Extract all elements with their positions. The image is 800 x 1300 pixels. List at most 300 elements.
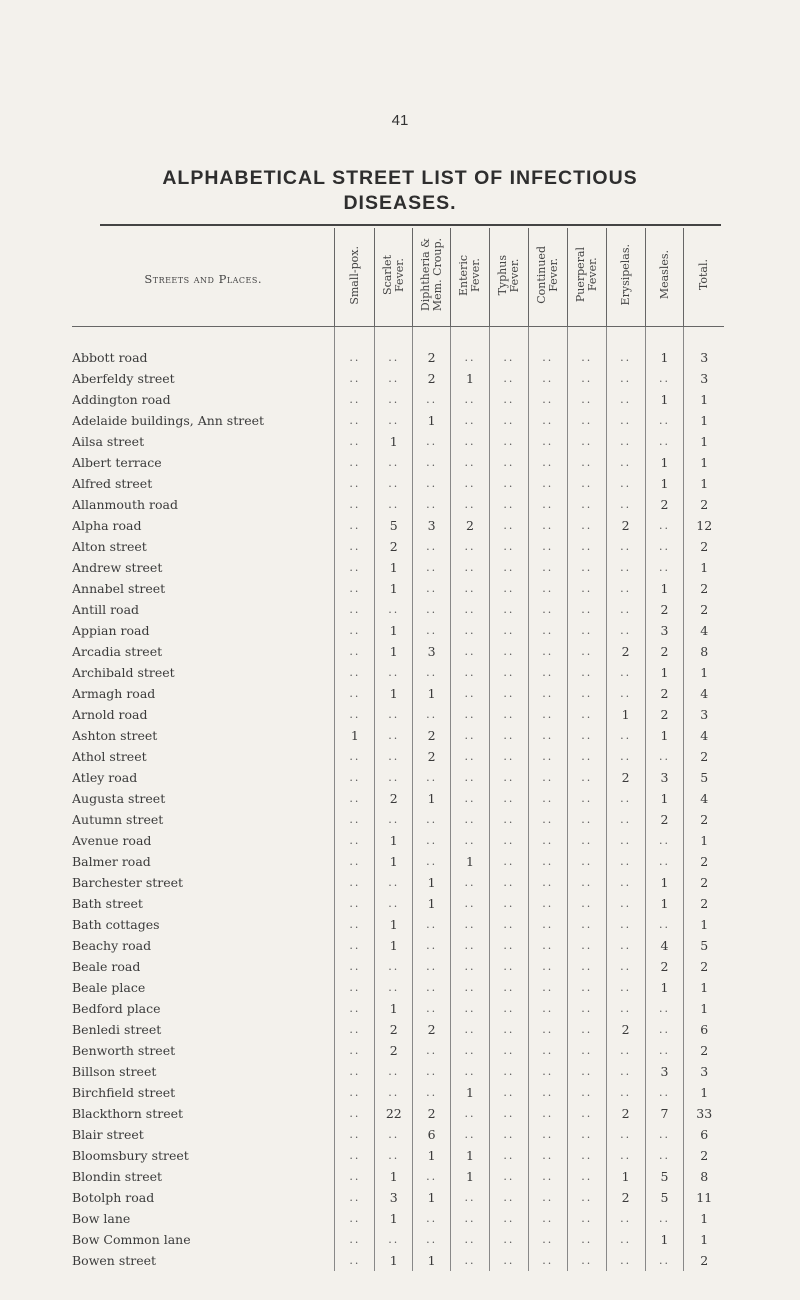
cell-erysipelas: .. (606, 410, 645, 431)
cell-puerperal: .. (567, 830, 606, 851)
cell-total: 2 (684, 872, 724, 893)
cell-total: 4 (684, 683, 724, 704)
cell-smallpox: .. (335, 977, 375, 998)
cell-measles: .. (645, 536, 684, 557)
cell-puerperal: .. (567, 1019, 606, 1040)
cell-puerperal: .. (567, 557, 606, 578)
cell-smallpox: .. (335, 1187, 375, 1208)
cell-enteric: .. (451, 956, 490, 977)
cell-measles: .. (645, 1250, 684, 1271)
cell-scarlet: .. (375, 1082, 413, 1103)
cell-total: 1 (684, 410, 724, 431)
cell-typhus: .. (489, 410, 528, 431)
cell-diphtheria: 2 (413, 725, 451, 746)
cell-scarlet: 2 (375, 1019, 413, 1040)
cell-scarlet: 1 (375, 578, 413, 599)
cell-total: 3 (684, 368, 724, 389)
cell-puerperal: .. (567, 1229, 606, 1250)
cell-erysipelas: .. (606, 327, 645, 369)
cell-enteric: .. (451, 725, 490, 746)
cell-erysipelas: .. (606, 431, 645, 452)
cell-scarlet: .. (375, 452, 413, 473)
cell-scarlet: 1 (375, 620, 413, 641)
table-row (72, 872, 724, 893)
cell-typhus: .. (489, 1166, 528, 1187)
cell-puerperal: .. (567, 389, 606, 410)
cell-measles: .. (645, 410, 684, 431)
cell-scarlet: .. (375, 473, 413, 494)
cell-erysipelas: .. (606, 557, 645, 578)
cell-measles: .. (645, 746, 684, 767)
cell-puerperal: .. (567, 1250, 606, 1271)
cell-erysipelas: .. (606, 1250, 645, 1271)
cell-erysipelas: .. (606, 935, 645, 956)
cell-street: Arnold road (72, 706, 148, 722)
cell-diphtheria: .. (413, 557, 451, 578)
cell-measles: 1 (645, 872, 684, 893)
cell-typhus: .. (489, 327, 528, 369)
cell-enteric: .. (451, 767, 490, 788)
cell-erysipelas: .. (606, 1124, 645, 1145)
cell-erysipelas: 2 (606, 1187, 645, 1208)
cell-diphtheria: .. (413, 1061, 451, 1082)
title-line-1: ALPHABETICAL STREET LIST OF INFECTIOUS (162, 167, 638, 189)
cell-continued: .. (528, 368, 567, 389)
cell-erysipelas: .. (606, 1208, 645, 1229)
cell-total: 1 (684, 389, 724, 410)
cell-enteric: .. (451, 1040, 490, 1061)
cell-measles: .. (645, 914, 684, 935)
cell-continued: .. (528, 998, 567, 1019)
cell-scarlet: .. (375, 327, 413, 369)
table-row (72, 1061, 724, 1082)
cell-erysipelas: .. (606, 599, 645, 620)
cell-continued: .. (528, 1208, 567, 1229)
cell-street: Alton street (72, 538, 147, 554)
cell-erysipelas: .. (606, 1082, 645, 1103)
cell-diphtheria: .. (413, 1166, 451, 1187)
cell-erysipelas: .. (606, 452, 645, 473)
cell-total: 5 (684, 767, 724, 788)
cell-puerperal: .. (567, 704, 606, 725)
cell-smallpox: .. (335, 578, 375, 599)
cell-continued: .. (528, 662, 567, 683)
cell-puerperal: .. (567, 536, 606, 557)
cell-total: 2 (684, 851, 724, 872)
cell-continued: .. (528, 389, 567, 410)
cell-measles: 7 (645, 1103, 684, 1124)
cell-measles: 4 (645, 935, 684, 956)
cell-street: Bath cottages (72, 916, 160, 932)
table-row (72, 431, 724, 452)
cell-street: Benledi street (72, 1021, 162, 1037)
cell-scarlet: .. (375, 704, 413, 725)
col-header-diphtheria: Diphtheria & Mem. Croup. (413, 228, 451, 327)
cell-diphtheria: .. (413, 578, 451, 599)
cell-diphtheria: .. (413, 1208, 451, 1229)
cell-continued: .. (528, 641, 567, 662)
cell-street: Andrew street (72, 559, 163, 575)
cell-total: 3 (684, 1061, 724, 1082)
table-row (72, 851, 724, 872)
cell-erysipelas: .. (606, 662, 645, 683)
cell-smallpox: .. (335, 641, 375, 662)
cell-smallpox: .. (335, 956, 375, 977)
table-row (72, 1124, 724, 1145)
cell-continued: .. (528, 620, 567, 641)
page-number: 41 (391, 112, 409, 129)
cell-enteric: .. (451, 977, 490, 998)
cell-total: 2 (684, 599, 724, 620)
cell-street: Alpha road (72, 517, 142, 533)
cell-enteric: .. (451, 788, 490, 809)
cell-continued: .. (528, 683, 567, 704)
col-header-continued: Continued Fever. (528, 228, 567, 327)
cell-scarlet: 1 (375, 935, 413, 956)
cell-measles: 5 (645, 1187, 684, 1208)
cell-enteric: .. (451, 410, 490, 431)
table-row (72, 893, 724, 914)
cell-continued: .. (528, 1145, 567, 1166)
cell-total: 2 (684, 956, 724, 977)
cell-erysipelas: .. (606, 830, 645, 851)
cell-diphtheria: .. (413, 956, 451, 977)
table-row (72, 327, 724, 369)
cell-total: 4 (684, 620, 724, 641)
cell-puerperal: .. (567, 1187, 606, 1208)
cell-scarlet: 1 (375, 998, 413, 1019)
cell-typhus: .. (489, 935, 528, 956)
cell-smallpox: .. (335, 998, 375, 1019)
cell-total: 1 (684, 557, 724, 578)
cell-smallpox: .. (335, 410, 375, 431)
cell-scarlet: 1 (375, 641, 413, 662)
table-row (72, 452, 724, 473)
cell-erysipelas: .. (606, 725, 645, 746)
table-row (72, 1019, 724, 1040)
cell-typhus: .. (489, 788, 528, 809)
cell-erysipelas: .. (606, 578, 645, 599)
cell-street: Bath street (72, 895, 143, 911)
table-row (72, 368, 724, 389)
cell-diphtheria: .. (413, 452, 451, 473)
cell-enteric: .. (451, 872, 490, 893)
cell-typhus: .. (489, 683, 528, 704)
cell-puerperal: .. (567, 956, 606, 977)
cell-erysipelas: 2 (606, 641, 645, 662)
cell-smallpox: .. (335, 368, 375, 389)
cell-puerperal: .. (567, 410, 606, 431)
cell-street: Bow lane (72, 1210, 131, 1226)
cell-enteric: .. (451, 935, 490, 956)
table-row (72, 557, 724, 578)
cell-scarlet: .. (375, 956, 413, 977)
table-row (72, 767, 724, 788)
cell-scarlet: 1 (375, 830, 413, 851)
cell-typhus: .. (489, 1103, 528, 1124)
cell-scarlet: .. (375, 389, 413, 410)
cell-enteric: .. (451, 1061, 490, 1082)
cell-continued: .. (528, 327, 567, 369)
cell-puerperal: .. (567, 515, 606, 536)
cell-enteric: .. (451, 327, 490, 369)
cell-continued: .. (528, 704, 567, 725)
cell-smallpox: .. (335, 536, 375, 557)
cell-erysipelas: .. (606, 1040, 645, 1061)
cell-erysipelas: .. (606, 788, 645, 809)
cell-measles: .. (645, 431, 684, 452)
cell-puerperal: .. (567, 1166, 606, 1187)
cell-diphtheria: .. (413, 914, 451, 935)
cell-diphtheria: .. (413, 935, 451, 956)
cell-scarlet: .. (375, 725, 413, 746)
cell-street: Ailsa street (72, 433, 145, 449)
col-header-measles: Measles. (645, 228, 684, 327)
cell-typhus: .. (489, 536, 528, 557)
cell-puerperal: .. (567, 1082, 606, 1103)
cell-puerperal: .. (567, 431, 606, 452)
cell-enteric: .. (451, 662, 490, 683)
cell-total: 6 (684, 1124, 724, 1145)
cell-street: Barchester street (72, 874, 184, 890)
cell-continued: .. (528, 1061, 567, 1082)
cell-continued: .. (528, 1166, 567, 1187)
cell-puerperal: .. (567, 998, 606, 1019)
cell-continued: .. (528, 767, 567, 788)
cell-total: 2 (684, 809, 724, 830)
cell-enteric: .. (451, 1103, 490, 1124)
cell-enteric: .. (451, 389, 490, 410)
cell-erysipelas: .. (606, 1061, 645, 1082)
cell-total: 2 (684, 1040, 724, 1061)
cell-street: Bloomsbury street (72, 1147, 189, 1163)
cell-enteric: .. (451, 557, 490, 578)
cell-erysipelas: .. (606, 389, 645, 410)
cell-erysipelas: .. (606, 746, 645, 767)
cell-typhus: .. (489, 515, 528, 536)
cell-scarlet: .. (375, 1145, 413, 1166)
cell-scarlet: .. (375, 494, 413, 515)
cell-diphtheria: .. (413, 599, 451, 620)
table-row (72, 1145, 724, 1166)
cell-diphtheria: 3 (413, 515, 451, 536)
cell-continued: .. (528, 914, 567, 935)
table-row (72, 662, 724, 683)
table-row (72, 599, 724, 620)
cell-puerperal: .. (567, 767, 606, 788)
cell-smallpox: .. (335, 914, 375, 935)
cell-measles: .. (645, 1082, 684, 1103)
cell-erysipelas: .. (606, 683, 645, 704)
cell-diphtheria: 2 (413, 1103, 451, 1124)
cell-street: Armagh road (72, 685, 156, 701)
cell-erysipelas: 1 (606, 1166, 645, 1187)
cell-measles: 1 (645, 327, 684, 369)
cell-smallpox: .. (335, 1019, 375, 1040)
cell-street: Billson street (72, 1063, 157, 1079)
cell-diphtheria: 2 (413, 1019, 451, 1040)
cell-smallpox: .. (335, 830, 375, 851)
cell-erysipelas: .. (606, 872, 645, 893)
cell-continued: .. (528, 557, 567, 578)
cell-smallpox: 1 (335, 725, 375, 746)
cell-enteric: .. (451, 536, 490, 557)
cell-measles: .. (645, 515, 684, 536)
cell-puerperal: .. (567, 788, 606, 809)
cell-diphtheria: .. (413, 431, 451, 452)
cell-enteric: 1 (451, 1166, 490, 1187)
cell-typhus: .. (489, 851, 528, 872)
cell-puerperal: .. (567, 725, 606, 746)
table-row (72, 809, 724, 830)
cell-erysipelas: .. (606, 536, 645, 557)
cell-typhus: .. (489, 830, 528, 851)
cell-street: Bowen street (72, 1252, 157, 1268)
cell-scarlet: .. (375, 809, 413, 830)
cell-continued: .. (528, 1229, 567, 1250)
cell-diphtheria: .. (413, 389, 451, 410)
cell-smallpox: .. (335, 1145, 375, 1166)
cell-enteric: 1 (451, 1082, 490, 1103)
col-header-total: Total. (684, 228, 724, 327)
cell-street: Blackthorn street (72, 1105, 184, 1121)
cell-smallpox: .. (335, 1103, 375, 1124)
cell-total: 8 (684, 641, 724, 662)
cell-street: Beachy road (72, 937, 152, 953)
cell-measles: 3 (645, 1061, 684, 1082)
cell-street: Albert terrace (72, 454, 162, 470)
cell-smallpox: .. (335, 851, 375, 872)
cell-scarlet: 1 (375, 1208, 413, 1229)
cell-puerperal: .. (567, 935, 606, 956)
cell-typhus: .. (489, 431, 528, 452)
cell-puerperal: .. (567, 872, 606, 893)
cell-typhus: .. (489, 1208, 528, 1229)
page-title (0, 166, 800, 216)
cell-street: Athol street (72, 748, 147, 764)
cell-puerperal: .. (567, 1124, 606, 1145)
cell-street: Bedford place (72, 1000, 161, 1016)
cell-erysipelas: .. (606, 620, 645, 641)
cell-street: Abbott road (72, 349, 148, 365)
cell-typhus: .. (489, 998, 528, 1019)
cell-measles: 1 (645, 389, 684, 410)
cell-smallpox: .. (335, 809, 375, 830)
cell-typhus: .. (489, 452, 528, 473)
cell-typhus: .. (489, 620, 528, 641)
cell-puerperal: .. (567, 641, 606, 662)
cell-measles: 1 (645, 1229, 684, 1250)
cell-puerperal: .. (567, 746, 606, 767)
table-row (72, 473, 724, 494)
cell-scarlet: 22 (375, 1103, 413, 1124)
cell-typhus: .. (489, 956, 528, 977)
cell-measles: .. (645, 851, 684, 872)
table-row (72, 620, 724, 641)
cell-scarlet: 1 (375, 1250, 413, 1271)
cell-continued: .. (528, 851, 567, 872)
cell-enteric: .. (451, 1250, 490, 1271)
cell-smallpox: .. (335, 704, 375, 725)
cell-enteric: .. (451, 599, 490, 620)
cell-erysipelas: 2 (606, 767, 645, 788)
cell-puerperal: .. (567, 914, 606, 935)
cell-enteric: 1 (451, 1145, 490, 1166)
cell-street: Bow Common lane (72, 1231, 191, 1247)
cell-puerperal: .. (567, 1103, 606, 1124)
cell-continued: .. (528, 536, 567, 557)
cell-erysipelas: .. (606, 851, 645, 872)
cell-diphtheria: 2 (413, 368, 451, 389)
cell-typhus: .. (489, 599, 528, 620)
cell-typhus: .. (489, 1061, 528, 1082)
col-header-streets: Streets and Places. (72, 228, 335, 327)
cell-typhus: .. (489, 1040, 528, 1061)
cell-total: 1 (684, 914, 724, 935)
cell-continued: .. (528, 1019, 567, 1040)
cell-enteric: .. (451, 578, 490, 599)
cell-typhus: .. (489, 494, 528, 515)
cell-scarlet: .. (375, 410, 413, 431)
cell-measles: 1 (645, 662, 684, 683)
table-row (72, 956, 724, 977)
cell-typhus: .. (489, 767, 528, 788)
cell-typhus: .. (489, 473, 528, 494)
cell-typhus: .. (489, 1187, 528, 1208)
cell-scarlet: 1 (375, 431, 413, 452)
cell-typhus: .. (489, 725, 528, 746)
cell-typhus: .. (489, 746, 528, 767)
cell-diphtheria: .. (413, 494, 451, 515)
cell-smallpox: .. (335, 620, 375, 641)
cell-enteric: .. (451, 1187, 490, 1208)
cell-street: Annabel street (72, 580, 166, 596)
cell-puerperal: .. (567, 368, 606, 389)
cell-puerperal: .. (567, 851, 606, 872)
top-rule (100, 224, 721, 226)
cell-total: 1 (684, 452, 724, 473)
cell-measles: .. (645, 1040, 684, 1061)
cell-street: Appian road (72, 622, 150, 638)
cell-continued: .. (528, 410, 567, 431)
cell-total: 2 (684, 494, 724, 515)
cell-enteric: .. (451, 704, 490, 725)
cell-scarlet: 2 (375, 536, 413, 557)
cell-puerperal: .. (567, 494, 606, 515)
cell-enteric: .. (451, 746, 490, 767)
cell-smallpox: .. (335, 1229, 375, 1250)
cell-diphtheria: .. (413, 473, 451, 494)
table-row (72, 977, 724, 998)
cell-diphtheria: 1 (413, 1187, 451, 1208)
cell-total: 1 (684, 998, 724, 1019)
cell-typhus: .. (489, 1124, 528, 1145)
cell-street: Aberfeldy street (72, 370, 175, 386)
cell-scarlet: .. (375, 1061, 413, 1082)
cell-smallpox: .. (335, 1250, 375, 1271)
cell-scarlet: .. (375, 1229, 413, 1250)
cell-street: Beale road (72, 958, 141, 974)
cell-total: 1 (684, 1208, 724, 1229)
col-header-erysipelas: Erysipelas. (606, 228, 645, 327)
cell-enteric: 2 (451, 515, 490, 536)
table-row (72, 1082, 724, 1103)
cell-erysipelas: 2 (606, 515, 645, 536)
cell-scarlet: 2 (375, 788, 413, 809)
cell-scarlet: .. (375, 599, 413, 620)
cell-typhus: .. (489, 1250, 528, 1271)
cell-continued: .. (528, 977, 567, 998)
